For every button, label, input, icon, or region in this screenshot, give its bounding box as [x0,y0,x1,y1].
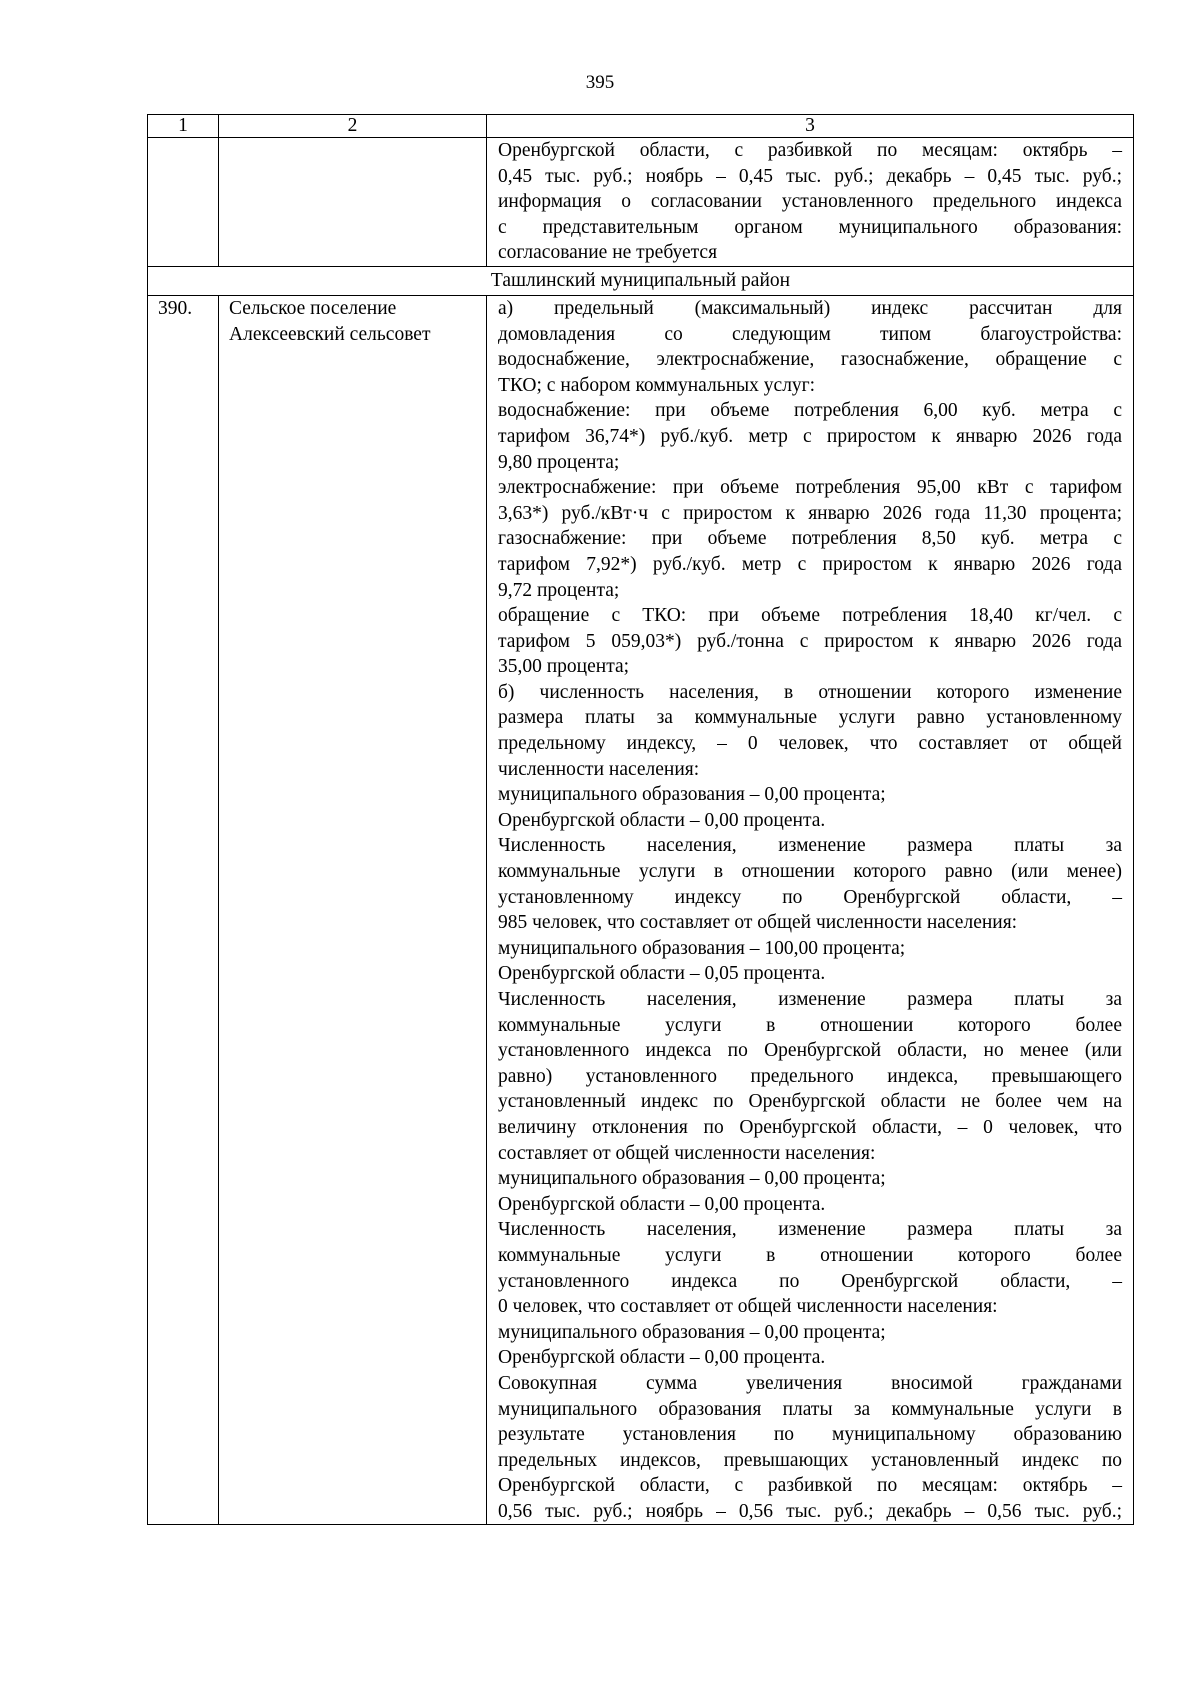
entry-text-line: коммунальные услуги в отношении которого равно (или менее) [498,861,1122,883]
entry-text-line: Численность населения, изменение размера платы за [498,989,1122,1010]
index-table [147,114,1134,1525]
entry-text-line: муниципального образования – 0,00 процента; [498,784,886,806]
page-number: 395 [585,72,615,93]
entry-text-line: муниципального образования – 0,00 процента; [498,1321,886,1343]
district-row [148,266,1134,295]
entry-text-line: 0,56 тыс. руб.; ноябрь – 0,56 тыс. руб.; декабрь – 0,56 тыс. руб.; [498,1500,1122,1522]
entry-text-line: Совокупная сумма увеличения вносимой гражданами [498,1372,1122,1394]
entry-name-line-1: Сельское поселение [229,297,397,319]
entry-text-line: установленный индекс по Оренбургской области не более чем на [498,1091,1122,1113]
entry-text-cell [487,295,1134,1525]
entry-number: 390. [148,295,219,1525]
entry-text-line: Оренбургской области, с разбивкой по месяцам: октябрь – [498,1475,1122,1497]
entry-text-line: муниципального образования – 0,00 процента; [498,1168,886,1190]
continuation-text-line: согласование не требуется [498,242,718,264]
entry-text-line: водоснабжение, электроснабжение, газоснабжение, обращение с [498,349,1122,371]
entry-text-line: предельных индексов, превышающих установленный индекс по [498,1449,1122,1471]
entry-text-line: Оренбургской области – 0,00 процента. [498,809,826,831]
entry-text-line: численности населения: [498,758,700,780]
entry-row [148,295,1134,1525]
entry-text-line: 9,72 процента; [498,579,620,601]
entry-text-line: водоснабжение: при объеме потребления 6,00 куб. метра с [498,400,1122,422]
table-header-row [148,115,1134,138]
entry-text-line: газоснабжение: при объеме потребления 8,50 куб. метра с [498,528,1122,550]
continuation-number-cell [148,138,219,267]
district-title: Ташлинский муниципальный район [148,266,1134,295]
entry-text-line: коммунальные услуги в отношении которого более [498,1014,1122,1036]
entry-text-line: составляет от общей численности населения: [498,1142,876,1164]
entry-text-line: 9,80 процента; [498,451,620,473]
entry-text-line: равно) установленного предельного индекса, превышающего [498,1065,1122,1087]
entry-text-line: муниципального образования – 100,00 процента; [498,937,906,959]
entry-text-line: коммунальные услуги в отношении которого более [498,1244,1122,1266]
continuation-row [148,138,1134,267]
entry-text-line: 0 человек, что составляет от общей численности населения: [498,1296,998,1318]
entry-text-line: предельному индексу, – 0 человек, что составляет от общей [498,733,1122,755]
header-col-2: 2 [219,115,487,138]
entry-text-line: домовладения со следующим типом благоустройства: [498,323,1122,345]
entry-text-line: тарифом 36,74*) руб./куб. метр с приростом к январю 2026 года [498,425,1122,447]
entry-name-line-2: Алексеевский сельсовет [229,323,431,345]
continuation-text-line: Оренбургской области, с разбивкой по месяцам: октябрь – [498,140,1122,161]
entry-text-line: Оренбургской области – 0,00 процента. [498,1193,826,1215]
continuation-name-cell [219,138,487,267]
entry-text-line: муниципального образования платы за коммунальные услуги в [498,1398,1122,1420]
continuation-text-line: информация о согласовании установленного предельного индекса [498,191,1122,213]
entry-text-line: тарифом 5 059,03*) руб./тонна с приростом к январю 2026 года [498,630,1122,652]
entry-text-line: Оренбургской области – 0,05 процента. [498,963,826,985]
entry-text-line: Численность населения, изменение размера платы за [498,1219,1122,1241]
entry-text-line: обращение с ТКО: при объеме потребления 18,40 кг/чел. с [498,605,1122,627]
header-col-3: 3 [487,115,1134,138]
continuation-text-cell [487,138,1134,267]
entry-text-line: Оренбургской области – 0,00 процента. [498,1347,826,1369]
entry-text-line: результате установления по муниципальному образованию [498,1424,1122,1446]
entry-text-line: а) предельный (максимальный) индекс рассчитан для [498,297,1122,319]
entry-text-line: тарифом 7,92*) руб./куб. метр с приростом к январю 2026 года [498,553,1122,575]
entry-text-line: б) численность населения, в отношении которого изменение [498,681,1122,703]
entry-text-line: размера платы за коммунальные услуги равно установленному [498,707,1122,729]
entry-text-line: величину отклонения по Оренбургской области, – 0 человек, что [498,1116,1122,1138]
entry-text-line: Численность населения, изменение размера платы за [498,835,1122,857]
entry-text-line: 985 человек, что составляет от общей численности населения: [498,912,1018,934]
entry-text-line: установленному индексу по Оренбургской области, – [498,886,1122,908]
entry-text-line: ТКО; с набором коммунальных услуг: [498,374,816,396]
entry-text-line: установленного индекса по Оренбургской области, – [498,1270,1122,1292]
entry-text-line: электроснабжение: при объеме потребления 95,00 кВт с тарифом [498,477,1122,499]
continuation-text-line: с представительным органом муниципального образования: [498,216,1122,238]
continuation-text-line: 0,45 тыс. руб.; ноябрь – 0,45 тыс. руб.; декабрь – 0,45 тыс. руб.; [498,165,1122,187]
header-col-1: 1 [148,115,219,138]
entry-name [219,295,487,1525]
entry-text-line: 3,63*) руб./кВт·ч с приростом к январю 2026 года 11,30 процента; [498,502,1122,524]
entry-text-line: установленного индекса по Оренбургской области, но менее (или [498,1040,1122,1062]
entry-text-line: 35,00 процента; [498,656,630,678]
